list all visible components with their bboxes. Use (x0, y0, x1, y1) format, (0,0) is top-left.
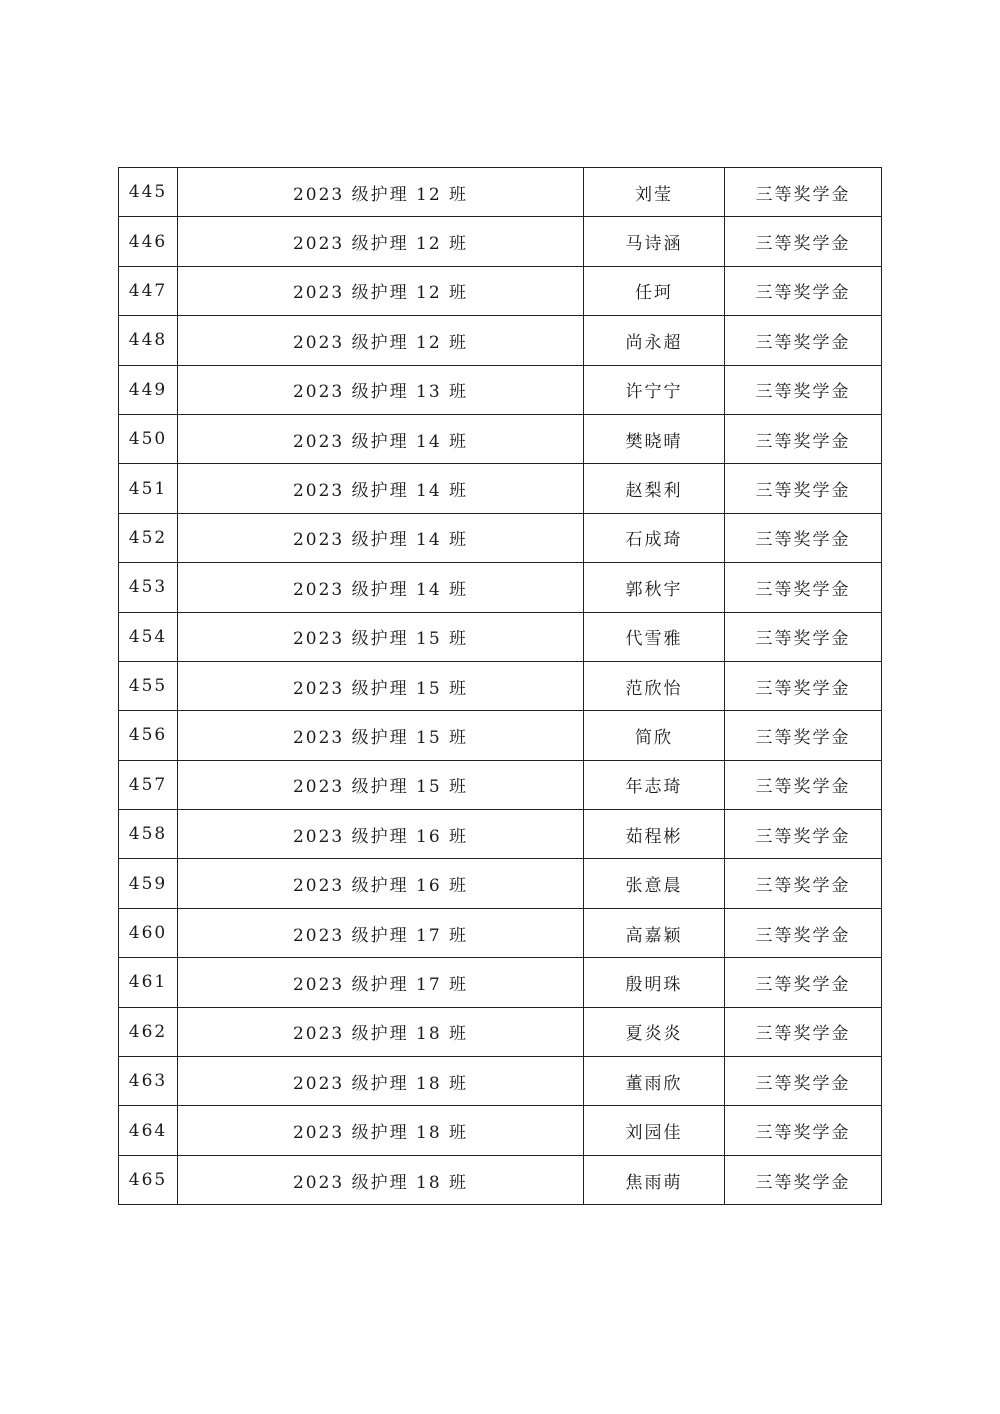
table-row (119, 859, 882, 908)
award-level: 三等奖学金 (725, 464, 882, 513)
table-row (119, 711, 882, 760)
row-number: 458 (119, 810, 178, 859)
student-name: 刘园佳 (584, 1106, 725, 1155)
award-level: 三等奖学金 (725, 810, 882, 859)
row-number: 448 (119, 316, 178, 365)
award-level: 三等奖学金 (725, 958, 882, 1007)
class-name: 2023 级护理 18 班 (178, 1057, 584, 1106)
award-level: 三等奖学金 (725, 168, 882, 217)
class-name: 2023 级护理 18 班 (178, 1007, 584, 1056)
student-name: 范欣怡 (584, 661, 725, 710)
class-name: 2023 级护理 14 班 (178, 464, 584, 513)
row-number: 453 (119, 563, 178, 612)
class-name: 2023 级护理 18 班 (178, 1155, 584, 1204)
table-body (119, 168, 882, 1205)
row-number: 464 (119, 1106, 178, 1155)
student-name: 郭秋宇 (584, 563, 725, 612)
table-row (119, 760, 882, 809)
award-level: 三等奖学金 (725, 1155, 882, 1204)
class-name: 2023 级护理 15 班 (178, 760, 584, 809)
class-name: 2023 级护理 14 班 (178, 513, 584, 562)
table-row (119, 958, 882, 1007)
student-name: 焦雨萌 (584, 1155, 725, 1204)
row-number: 446 (119, 217, 178, 266)
table-row (119, 1155, 882, 1204)
award-level: 三等奖学金 (725, 316, 882, 365)
class-name: 2023 级护理 12 班 (178, 266, 584, 315)
award-level: 三等奖学金 (725, 760, 882, 809)
award-level: 三等奖学金 (725, 711, 882, 760)
class-name: 2023 级护理 15 班 (178, 661, 584, 710)
award-level: 三等奖学金 (725, 661, 882, 710)
row-number: 455 (119, 661, 178, 710)
award-level: 三等奖学金 (725, 1057, 882, 1106)
student-name: 张意晨 (584, 859, 725, 908)
award-level: 三等奖学金 (725, 217, 882, 266)
student-name: 刘莹 (584, 168, 725, 217)
student-name: 马诗涵 (584, 217, 725, 266)
award-level: 三等奖学金 (725, 563, 882, 612)
row-number: 459 (119, 859, 178, 908)
table-row (119, 464, 882, 513)
table-row (119, 414, 882, 463)
class-name: 2023 级护理 15 班 (178, 711, 584, 760)
class-name: 2023 级护理 13 班 (178, 365, 584, 414)
student-name: 茹程彬 (584, 810, 725, 859)
class-name: 2023 级护理 17 班 (178, 958, 584, 1007)
class-name: 2023 级护理 16 班 (178, 810, 584, 859)
table-row (119, 266, 882, 315)
row-number: 452 (119, 513, 178, 562)
row-number: 450 (119, 414, 178, 463)
row-number: 456 (119, 711, 178, 760)
row-number: 461 (119, 958, 178, 1007)
class-name: 2023 级护理 12 班 (178, 217, 584, 266)
student-name: 尚永超 (584, 316, 725, 365)
student-name: 简欣 (584, 711, 725, 760)
award-level: 三等奖学金 (725, 859, 882, 908)
scholarship-table (118, 167, 882, 1205)
class-name: 2023 级护理 16 班 (178, 859, 584, 908)
award-level: 三等奖学金 (725, 1007, 882, 1056)
row-number: 445 (119, 168, 178, 217)
table-row (119, 1106, 882, 1155)
student-name: 任珂 (584, 266, 725, 315)
table-row (119, 1057, 882, 1106)
class-name: 2023 级护理 12 班 (178, 316, 584, 365)
class-name: 2023 级护理 14 班 (178, 563, 584, 612)
award-level: 三等奖学金 (725, 513, 882, 562)
table-row (119, 612, 882, 661)
table-row (119, 168, 882, 217)
table-row (119, 908, 882, 957)
row-number: 454 (119, 612, 178, 661)
row-number: 451 (119, 464, 178, 513)
row-number: 449 (119, 365, 178, 414)
award-level: 三等奖学金 (725, 908, 882, 957)
row-number: 460 (119, 908, 178, 957)
award-level: 三等奖学金 (725, 1106, 882, 1155)
class-name: 2023 级护理 14 班 (178, 414, 584, 463)
student-name: 年志琦 (584, 760, 725, 809)
student-name: 夏炎炎 (584, 1007, 725, 1056)
student-name: 代雪雅 (584, 612, 725, 661)
class-name: 2023 级护理 12 班 (178, 168, 584, 217)
table-row (119, 661, 882, 710)
table-row (119, 217, 882, 266)
table-row (119, 513, 882, 562)
student-name: 樊晓晴 (584, 414, 725, 463)
student-name: 石成琦 (584, 513, 725, 562)
row-number: 465 (119, 1155, 178, 1204)
student-name: 殷明珠 (584, 958, 725, 1007)
award-level: 三等奖学金 (725, 365, 882, 414)
row-number: 463 (119, 1057, 178, 1106)
award-level: 三等奖学金 (725, 612, 882, 661)
table-row (119, 1007, 882, 1056)
student-name: 高嘉颖 (584, 908, 725, 957)
row-number: 462 (119, 1007, 178, 1056)
table-row (119, 316, 882, 365)
table-row (119, 810, 882, 859)
student-name: 赵梨利 (584, 464, 725, 513)
student-name: 董雨欣 (584, 1057, 725, 1106)
row-number: 457 (119, 760, 178, 809)
award-level: 三等奖学金 (725, 414, 882, 463)
student-name: 许宁宁 (584, 365, 725, 414)
row-number: 447 (119, 266, 178, 315)
class-name: 2023 级护理 17 班 (178, 908, 584, 957)
class-name: 2023 级护理 18 班 (178, 1106, 584, 1155)
table-row (119, 365, 882, 414)
class-name: 2023 级护理 15 班 (178, 612, 584, 661)
table-row (119, 563, 882, 612)
award-level: 三等奖学金 (725, 266, 882, 315)
